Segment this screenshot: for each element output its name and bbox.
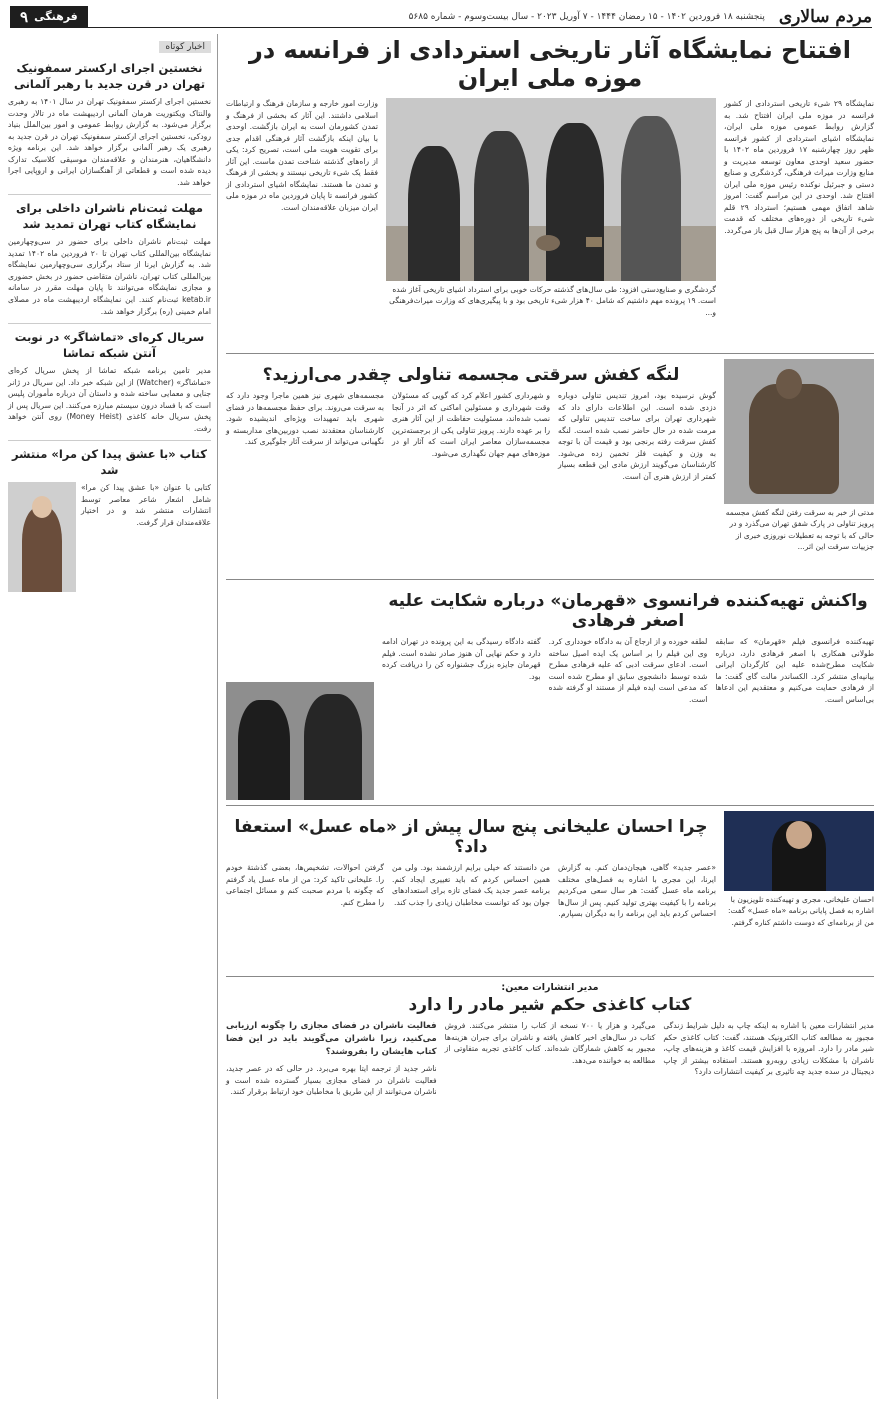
section-badge — [10, 6, 88, 28]
page-number: ۹ — [20, 7, 29, 26]
publisher-kicker: مدیر انتشارات معین: — [501, 982, 599, 993]
divider — [8, 440, 211, 441]
lead-col-2: وزارت امور خارجه و سازمان فرهنگ و ارتباطات اسلامی داشتند. این آثار که بخشی از فرهنگ و تمدن کشورمان است به ایران بازگشت. اوحدی با بیان اینکه بازگشت آثار فرهنگی اقدام جدی برای تقویت هویت ملی است، تصریح کرد: یکی از راه‌های گذشته شناخت تمدن ماست. این آثار فقط یک شیء تاریخی نیستند و بخشی از فرهنگ و تمدن ما هستند. نمایشگاه اشیای استردادی از کشور فرانسه تا پایان فروردین ماه در موزه ملی ایران میزبان علاقه‌مندان است. — [226, 99, 378, 212]
section-name: فرهنگی — [34, 10, 78, 23]
author-photo — [8, 482, 76, 592]
alikhani-col-2: من دانستند که خیلی برایم ارزشمند بود. ولی من همین احساس کردم که باید تغییری ایجاد کنم. برنامه عصر جدید یک فضای تازه برای استعدادهای جوان بود که توانست مخاطبان زیادی را جذب کند. — [392, 863, 550, 907]
divider — [8, 323, 211, 324]
story-alikhani — [226, 811, 874, 971]
sidebar-story-3-title[interactable]: سریال کره‌ای «تماشاگر» در نوبت آنتن شبکه تماشا — [14, 330, 205, 360]
farhadi-headline[interactable]: واکنش تهیه‌کننده فرانسوی «قهرمان» درباره شکایت علیه اصغر فرهادی — [388, 591, 868, 631]
divider — [226, 805, 874, 806]
tanavoli-col-1: گوش نرسیده بود، امروز تندیس تناولی دوباره دزدی شده است. این اطلاعات دارای داد که شهرداری تهران برای ساخت تندیس تناولی که مرمت شده در حال حاضر نصب شده است. لنگه کفش سرقت رفته برنجی بود و قیمت آن با توجه به وزن و کیفیت فلز تخمین زده می‌شود. کارشناسان می‌گویند ارزش مادی این قطعه بسیار کمتر از ارزش هنری آن است. — [558, 391, 716, 481]
issue-info: پنجشنبه ۱۸ فروردین ۱۴۰۲ - ۱۵ رمضان ۱۴۴۴ - ۷ آوریل ۲۰۲۳ - سال بیست‌وسوم - شماره ۵۶۸۵ — [408, 11, 765, 22]
alikhani-photo-caption: احسان علیخانی، مجری و تهیه‌کننده تلویزیون با اشاره به فصل پایانی برنامه «ماه عسل» گفت: من از برنامه‌ای که دوست داشتم کناره گرفتم. — [727, 895, 874, 927]
divider — [226, 579, 874, 580]
farhadi-photo — [226, 682, 374, 800]
sidebar-story-1-title[interactable]: نخستین اجرای ارکستر سمفونیک تهران در قرن جدید با رهبر آلمانی — [13, 61, 206, 91]
tanavoli-col-2: و شهرداری کشور اعلام کرد که گویی که مسئولان وقت شهرداری و مسئولین اماکنی که اثر در آنجا نصب شده‌اند، مسئولیت حفاظت از این آثار هنری را بر عهده دارند. پرویز تناولی یکی از برجسته‌ترین مجسمه‌سازان معاصر ایران است که آثار او در موزه‌های مهم جهان نگهداری می‌شود. — [392, 391, 550, 458]
divider — [8, 194, 211, 195]
sidebar-story-4-title[interactable]: کتاب «با عشق پیدا کن مرا» منتشر شد — [12, 447, 207, 477]
lead-story — [226, 98, 874, 348]
alikhani-photo — [724, 811, 874, 891]
sidebar-story-2-title[interactable]: مهلت ثبت‌نام ناشران داخلی برای نمایشگاه کتاب تهران تمدید شد — [15, 201, 204, 231]
story-publisher — [226, 982, 874, 1098]
farhadi-col-1: تهیه‌کننده فرانسوی فیلم «قهرمان» که سابقه طولانی همکاری با اصغر فرهادی دارد، درباره شکایت مطرح‌شده علیه این کارگردان ایرانی بیانیه‌ای منتشر کرد. الکساندر مالت گای گفت: ما از فرهادی حمایت می‌کنیم و معتقدیم این ادعاها بی‌اساس است. — [715, 637, 874, 704]
sidebar-story-3-body: مدیر تامین برنامه شبکه تماشا از پخش سریال کره‌ای «تماشاگر» (Watcher) از این شبکه خبر داد. این سریال در ژانر جنایی و معمایی ساخته شده و داستان آن درباره مأموران پلیس است که با فساد درون سیستم مبارزه می‌کنند. این سریال پس از پخش سریال خانه کاغذی (Money Heist) روی آنتن خواهد رفت. — [8, 366, 212, 433]
alikhani-headline[interactable]: چرا احسان علیخانی پنج سال پیش از «ماه عسل» استعفا داد؟ — [234, 817, 708, 857]
publisher-question: فعالیت ناشران در فضای مجازی را چگونه ارزیابی می‌کنید، زیرا ناشران می‌گویند باید در این فضا کتاب هایشان را بفروشند؟ — [225, 1021, 437, 1058]
story-farhadi — [226, 585, 874, 800]
sidebar-label: اخبار کوتاه — [159, 41, 211, 53]
sidebar-story-4-body: کتابی با عنوان «با عشق پیدا کن مرا» شامل اشعار شاعر معاصر توسط انتشارات منتشر شد و در اختیار علاقه‌مندان قرار گرفت. — [81, 483, 211, 527]
publisher-col-1: مدیر انتشارات معین با اشاره به اینکه چاپ به دلیل شرایط زندگی مجبور به مطالعه کتاب الکترونیک هستند، گفت: کتاب کاغذی حکم شیر مادر را دارد. امروزه با افزایش قیمت کاغذ و هزینه‌های چاپ، ناشران با مشکلات زیادی روبه‌رو هستند. استفاده بیشتر از چاپ دیجیتال در سده جدید چه تاثیری بر کیفیت انتشارات دارد؟ — [663, 1021, 874, 1077]
publisher-col-3: ناشر جدید از ترجمه ایتا بهره می‌برد. در حالی که در عصر جدید، فعالیت ناشران در فضای مجازی بسیار گسترده شده است و ناشران می‌توانند از این طریق با مخاطبان خود ارتباط برقرار کنند. — [225, 1064, 437, 1097]
newspaper-logo[interactable]: مردم سالاری — [778, 6, 872, 27]
alikhani-col-1: «عصر جدید» گاهی، هیجان‌دمان کنم. به گزارش ایرنا، این مجری با اشاره به فصل‌های مختلف برنامه ماه عسل گفت: هر سال سعی می‌کردیم برنامه را با کیفیت بهتری تولید کنیم. پس از سال‌ها احساس کردم باید این برنامه را به دیگران بسپارم. — [558, 863, 716, 919]
statue-photo-caption: مدتی از خبر به سرقت رفتن لنگه کفش مجسمه پرویز تناولی در پارک شفق تهران می‌گذرد و در حالی که با توجه به تعطیلات نوروزی خبری از جزییات سرقت این اثر... — [725, 508, 874, 551]
divider — [226, 976, 874, 977]
main-content — [226, 34, 874, 1399]
publisher-headline[interactable]: کتاب کاغذی حکم شیر مادر را دارد — [408, 995, 692, 1015]
farhadi-col-2: لطفه خورده و از ارجاع آن به دادگاه خودداری کرد. وی این فیلم را بر اساس یک ایده اصیل ساخته است. ادعای سرقت ادبی که علیه فرهادی مطرح شده توسط دانشجوی سابق او مطرح شده است که مدعی است ایده فیلم از مستند او گرفته شده است. — [548, 637, 708, 704]
tanavoli-headline[interactable]: لنگه کفش سرقتی مجسمه تناولی چقدر می‌ارزید؟ — [262, 365, 680, 385]
sidebar-news — [8, 34, 218, 1399]
sidebar-story-2-body: مهلت ثبت‌نام ناشران داخلی برای حضور در سی‌وچهارمین نمایشگاه بین‌المللی کتاب تهران تا ۲۰ فروردین ماه ۱۴۰۲ تمدید شد. به گزارش ایرنا از ستاد برگزاری سی‌وچهارمین نمایشگاه بین‌المللی کتاب تهران، ناشران متقاضی حضور در بخش حضوری و مجازی نمایشگاه می‌توانند تا پایان مهلت مقرر در سامانه ketab.ir ثبت‌نام کنند. این نمایشگاه اردیبهشت ماه در مصلای امام خمینی (ره) برگزار خواهد شد. — [8, 237, 211, 316]
lead-col-1: نمایشگاه ۲۹ شیء تاریخی استردادی از کشور فرانسه در موزه ملی ایران افتتاح شد. به گزارش روابط عمومی موزه ملی ایران، نمایشگاه اشیای استردادی از کشور فرانسه ظهر روز چهارشنبه ۱۷ فروردین ماه ۱۴۰۲ با حضور سعید اوحدی معاون توسعه مدیریت و منابع وزارت میراث فرهنگی، گردشگری و صنایع دستی و جبرئیل نوکنده رئیس موزه ملی ایران افتتاح شد. اوحدی در این مراسم گفت: امروز شاهد اتفاق مهمی هستیم؛ استرداد ۲۹ قلم شیء تاریخی از دوره‌های مختلف که قدمت برخی از آن‌ها به پنج هزار سال قبل باز می‌گردد. — [724, 99, 874, 235]
lead-photo — [386, 98, 716, 281]
tanavoli-col-3: مجسمه‌های شهری نیز همین ماجرا وجود دارد که به سرقت می‌روند. برای حفظ مجسمه‌ها در فضای شهری باید تمهیدات ویژه‌ای اندیشیده شود. کارشناسان معتقدند نصب دوربین‌های مداربسته و نگهبانی می‌تواند از سرقت آثار جلوگیری کند. — [226, 391, 384, 447]
masthead — [10, 6, 872, 28]
alikhani-col-3: گرفتن احوالات، تشخیص‌ها، بعضی گذشتهٔ خودم را. علیخانی تاکید کرد: من از ماه عسل یاد گرفتم که چگونه با مردم صحبت کنم و مسائل اجتماعی را مطرح کنم. — [226, 863, 384, 907]
sidebar-story-1-body: نخستین اجرای ارکستر سمفونیک تهران در سال ۱۴۰۱ به رهبری والنتاک ویکتوریت هرمان آلمانی اردیبهشت ماه در تالار وحدت برگزار می‌شود. به گزارش روابط عمومی و امور بین‌الملل بنیاد رودکی، نخستین اجرای ارکستر سمفونیک تهران در قرن جدید به رهبری یک رهبر آلمانی برگزار خواهد شد. این برنامه ویژه دانشگاهیان، هنرمندان و علاقه‌مندان موسیقی کلاسیک تدارک دیده شده است و قطعاتی از آهنگسازان ایرانی و اروپایی اجرا خواهد شد. — [8, 97, 211, 187]
statue-photo — [724, 359, 874, 504]
divider — [226, 353, 874, 354]
farhadi-col-3: گفته دادگاه رسیدگی به این پرونده در تهران ادامه دارد و حکم نهایی آن هنوز صادر نشده است. فیلم قهرمان جایزه بزرگ جشنواره کن را دریافت کرده بود. — [381, 637, 541, 681]
lead-photo-caption: گردشگری و صنایع‌دستی افزود: طی سال‌های گذشته حرکات خوبی برای استرداد اشیای تاریخی آغاز شده است. ۱۹ پرونده مهم داشتیم که شامل ۴۰ هزار شیء تاریخی بود و با پیگیری‌های که وزارت میراث‌فرهنگی و... — [389, 285, 716, 317]
story-tanavoli — [226, 359, 874, 574]
lead-headline[interactable]: افتتاح نمایشگاه آثار تاریخی استردادی از فرانسه در موزه ملی ایران — [249, 36, 851, 92]
publisher-col-2: می‌گیرد و هزار یا ۷۰۰ نسخه از کتاب را منتشر می‌کنند. فروش کتاب در سال‌های اخیر کاهش یافته و ناشران برای جبران هزینه‌ها مجبور به کاهش شمارگان شده‌اند. کتاب کاغذی تجربه متفاوتی از مطالعه به خواننده می‌دهد. — [444, 1021, 656, 1065]
